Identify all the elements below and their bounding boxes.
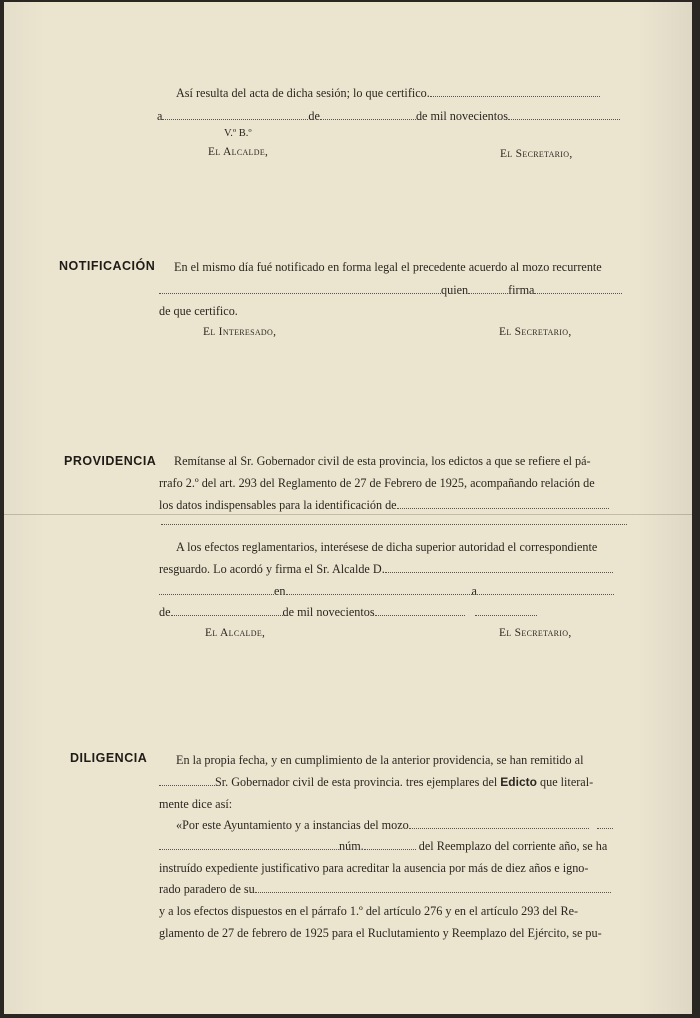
dotted-blank bbox=[255, 882, 611, 893]
diligencia-line2-pre: Sr. Gobernador civil de esta provincia. tres ejemplares del bbox=[215, 775, 498, 789]
dotted-blank bbox=[468, 283, 508, 294]
dotted-blank bbox=[159, 584, 274, 595]
de-label: de bbox=[159, 605, 171, 619]
diligencia-line3: mente dice así: bbox=[159, 797, 233, 811]
en-label: en bbox=[274, 584, 286, 598]
providencia-line5 bbox=[159, 562, 613, 576]
diligencia-line5 bbox=[159, 839, 607, 853]
date-de: de bbox=[308, 109, 320, 123]
dotted-blank bbox=[159, 839, 339, 850]
mil-label: de mil novecientos bbox=[282, 605, 375, 619]
diligencia-line9: glamento de 27 de febrero de 1925 para el Ruclutamiento y Reemplazo del Ejército, se pu- bbox=[159, 926, 602, 940]
dotted-blank bbox=[171, 605, 283, 616]
dotted-blank bbox=[375, 605, 465, 616]
dotted-blank bbox=[508, 109, 620, 120]
dotted-blank bbox=[534, 283, 622, 294]
providencia-line1: Remítanse al Sr. Gobernador civil de esta provincia, los edictos a que se refiere el pá- bbox=[174, 454, 591, 468]
dotted-full-line bbox=[161, 524, 627, 525]
certify-text: Así resulta del acta de dicha sesión; lo que certifico. bbox=[176, 86, 430, 100]
diligencia-line1: En la propia fecha, y en cumplimiento de la anterior providencia, se han remitido al bbox=[176, 753, 584, 767]
firma-label: firma bbox=[508, 283, 535, 297]
dotted-blank bbox=[159, 283, 441, 294]
notificacion-line2 bbox=[159, 283, 622, 297]
notificacion-line3: de que certifico. bbox=[159, 304, 238, 318]
dotted-blank bbox=[397, 498, 609, 509]
signature-alcalde: El Alcalde, bbox=[208, 146, 269, 158]
dotted-blank bbox=[597, 818, 613, 829]
quien-label: quien bbox=[441, 283, 469, 297]
dotted-blank bbox=[364, 839, 416, 850]
diligencia-line7-text: rado paradero de su bbox=[159, 882, 255, 896]
date-mil: de mil novecientos bbox=[415, 109, 508, 123]
signature-secretario: El Secretario, bbox=[500, 148, 573, 160]
dotted-blank bbox=[409, 818, 589, 829]
a-label: a bbox=[471, 584, 477, 598]
providencia-line2: rrafo 2.º del art. 293 del Reglamento de 27 de Febrero de 1925, acompañando relación de bbox=[159, 476, 595, 490]
dotted-blank bbox=[159, 775, 215, 786]
signature-interesado: El Interesado, bbox=[203, 326, 277, 338]
dotted-blank bbox=[286, 584, 472, 595]
diligencia-line4-text: «Por este Ayuntamiento y a instancias del mozo bbox=[176, 818, 409, 832]
dotted-blank bbox=[162, 109, 308, 120]
providencia-line6 bbox=[159, 584, 614, 598]
document-page bbox=[4, 2, 692, 1014]
diligencia-line5-post: del Reemplazo del corriente año, se ha bbox=[418, 839, 608, 853]
signature-secretario-prov: El Secretario, bbox=[499, 627, 572, 639]
signature-alcalde-prov: El Alcalde, bbox=[205, 627, 266, 639]
heading-providencia: PROVIDENCIA bbox=[64, 454, 157, 468]
diligencia-line2 bbox=[159, 775, 593, 789]
diligencia-line8: y a los efectos dispuestos en el párrafo 1.º del artículo 276 y en el artículo 293 del Re- bbox=[159, 904, 579, 918]
diligencia-line4 bbox=[176, 818, 613, 832]
providencia-line3-text: los datos indispensables para la identificación de bbox=[159, 498, 397, 512]
page-fold bbox=[4, 514, 692, 515]
edicto-bold: Edicto bbox=[500, 775, 537, 789]
providencia-line3 bbox=[159, 498, 609, 512]
dotted-blank bbox=[477, 584, 614, 595]
providencia-line4: A los efectos reglamentarios, interésese de dicha superior autoridad el correspondiente bbox=[176, 540, 598, 554]
heading-diligencia: DILIGENCIA bbox=[70, 751, 148, 765]
notificacion-line1: En el mismo día fué notificado en forma legal el precedente acuerdo al mozo recurrente bbox=[174, 260, 602, 274]
providencia-line5-text: resguardo. Lo acordó y firma el Sr. Alcalde D. bbox=[159, 562, 385, 576]
dotted-blank bbox=[430, 86, 600, 97]
date-a: a bbox=[157, 109, 163, 123]
dotted-blank bbox=[385, 562, 613, 573]
certify-line bbox=[176, 86, 600, 100]
dotted-blank bbox=[475, 605, 537, 616]
visto-bueno: V.º B.º bbox=[224, 128, 252, 139]
date-line bbox=[157, 109, 620, 123]
providencia-line7 bbox=[159, 605, 537, 619]
heading-notificacion: NOTIFICACIÓN bbox=[59, 259, 156, 273]
diligencia-line6: instruído expediente justificativo para acreditar la ausencia por más de diez años e igno- bbox=[159, 861, 589, 875]
diligencia-line7 bbox=[159, 882, 611, 896]
diligencia-line2-post: que literal- bbox=[540, 775, 594, 789]
dotted-blank bbox=[320, 109, 416, 120]
num-label: núm. bbox=[339, 839, 364, 853]
signature-secretario-notif: El Secretario, bbox=[499, 326, 572, 338]
